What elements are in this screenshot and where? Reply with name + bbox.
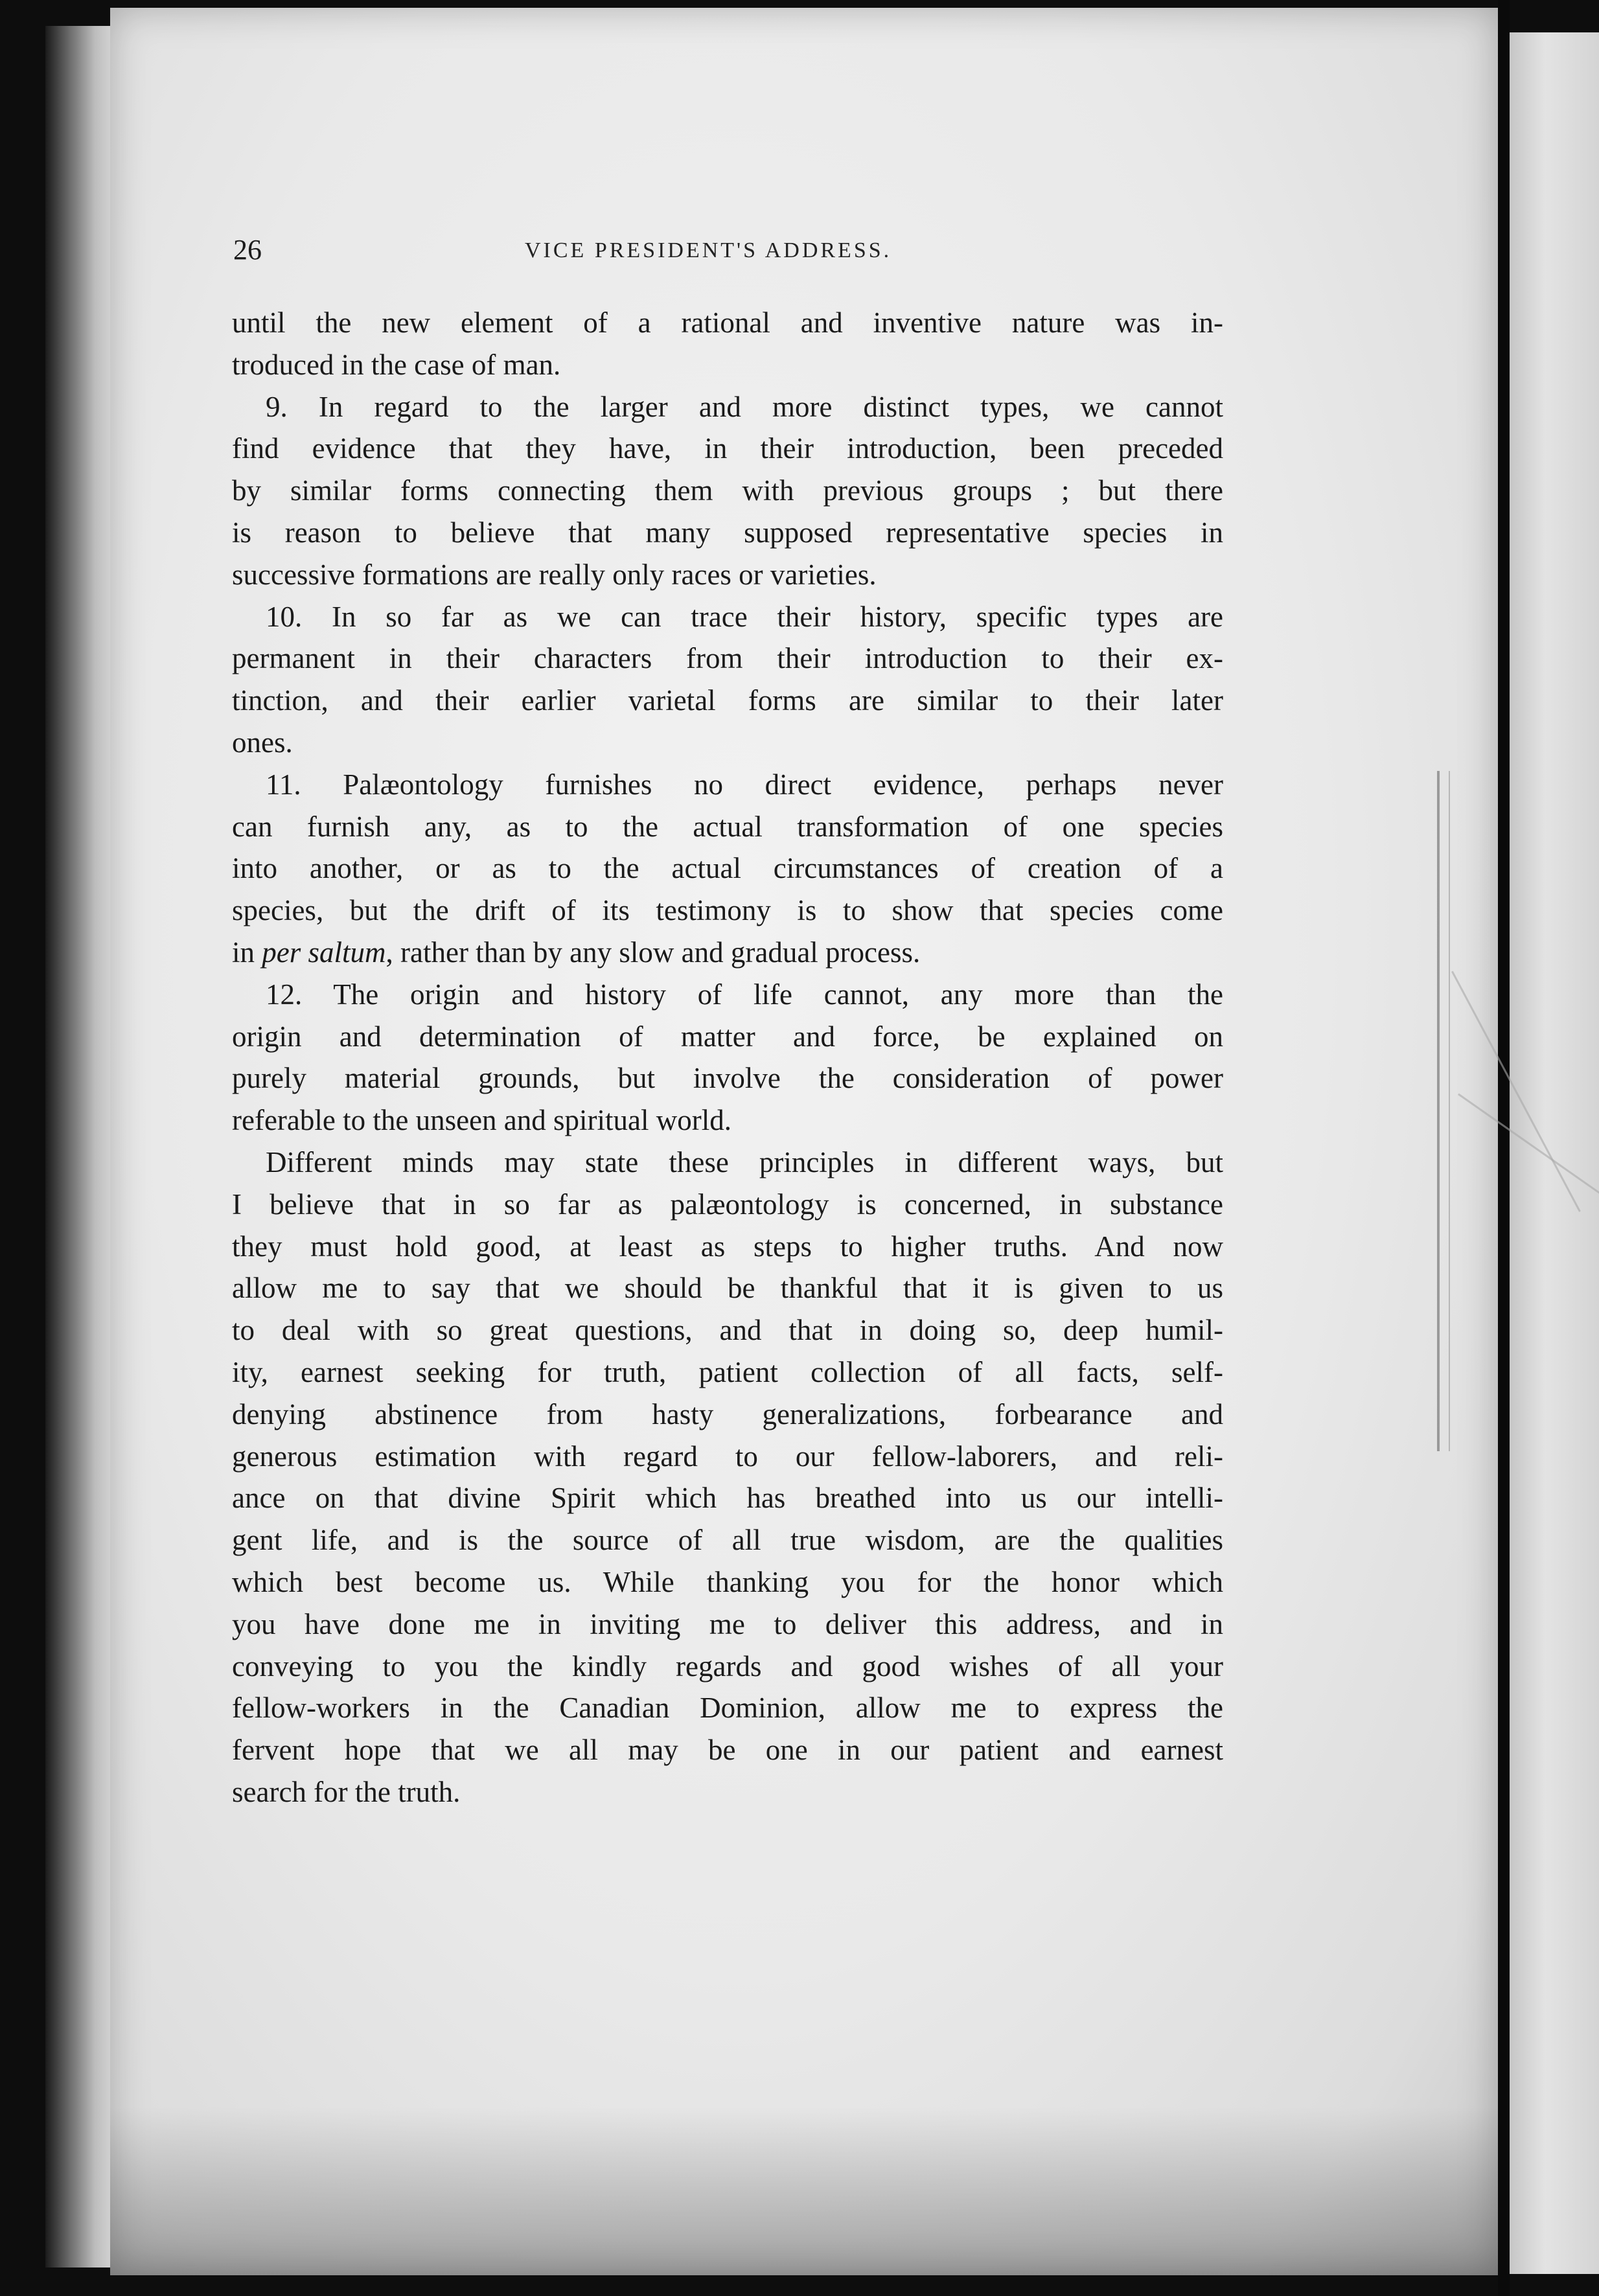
text-line: troduced in the case of man. bbox=[232, 348, 561, 381]
text-line: tinction, and their earlier varietal forms are similar to their later bbox=[232, 684, 1223, 717]
text-line: gent life, and is the source of all true wisdom, are the qualities bbox=[232, 1524, 1223, 1557]
text-line: you have done me in inviting me to deliver this address, and in bbox=[232, 1607, 1223, 1640]
text-line: purely material grounds, but involve the consideration of power bbox=[232, 1062, 1223, 1095]
facing-page-edge bbox=[1510, 32, 1599, 2274]
text-line: ity, earnest seeking for truth, patient collection of all facts, self- bbox=[232, 1355, 1223, 1388]
text-line: Different minds may state these principles in different ways, but bbox=[266, 1145, 1223, 1178]
text-line: referable to the unseen and spiritual world. bbox=[232, 1104, 731, 1137]
text-line: 11. Palæontology furnishes no direct evidence, perhaps never bbox=[266, 768, 1223, 801]
text-line: I believe that in so far as palæontology is concerned, in substance bbox=[232, 1188, 1223, 1221]
text-line: until the new element of a rational and inventive nature was in- bbox=[232, 306, 1223, 339]
text-line: 12. The origin and history of life cannot, any more than the bbox=[266, 978, 1223, 1011]
text-line: successive formations are really only races or varieties. bbox=[232, 558, 877, 591]
text-line: ance on that divine Spirit which has breathed into us our intelli- bbox=[232, 1482, 1223, 1515]
text-line: search for the truth. bbox=[232, 1775, 461, 1808]
text-line: denying abstinence from hasty generalizations, forbearance and bbox=[232, 1397, 1223, 1430]
binding-thread bbox=[1437, 771, 1450, 1451]
text-line: which best become us. While thanking you for the honor which bbox=[232, 1565, 1223, 1598]
binding-edge bbox=[45, 26, 117, 2267]
text-line: permanent in their characters from their introduction to their ex- bbox=[232, 642, 1223, 675]
text-line: they must hold good, at least as steps to higher truths. And now bbox=[232, 1230, 1223, 1263]
text-line: into another, or as to the actual circumstances of creation of a bbox=[232, 852, 1223, 885]
text-line: allow me to say that we should be thankful that it is given to us bbox=[232, 1272, 1223, 1305]
page-number: 26 bbox=[233, 234, 262, 266]
text-line: can furnish any, as to the actual transformation of one species bbox=[232, 810, 1223, 843]
text-line: by similar forms connecting them with previous groups ; but there bbox=[232, 474, 1223, 507]
text-line: fervent hope that we all may be one in our patient and earnest bbox=[232, 1734, 1223, 1767]
text-line: species, but the drift of its testimony is to show that species come bbox=[232, 894, 1223, 927]
text-line: 9. In regard to the larger and more distinct types, we cannot bbox=[266, 390, 1223, 423]
text-line: is reason to believe that many supposed representative species in bbox=[232, 516, 1223, 549]
running-head: VICE PRESIDENT'S ADDRESS. bbox=[525, 238, 892, 262]
text-line: origin and determination of matter and force, be explained on bbox=[232, 1020, 1223, 1053]
text-line-italic: in per saltum, rather than by any slow and gradual process. bbox=[232, 936, 921, 969]
text-line: generous estimation with regard to our fellow-laborers, and reli- bbox=[232, 1440, 1223, 1473]
text-line: 10. In so far as we can trace their history, specific types are bbox=[266, 600, 1223, 633]
text-line: ones. bbox=[232, 726, 293, 759]
text-line: conveying to you the kindly regards and good wishes of all your bbox=[232, 1649, 1223, 1682]
text-line: find evidence that they have, in their introduction, been preceded bbox=[232, 432, 1223, 465]
body-text bbox=[232, 302, 1223, 1813]
text-line: to deal with so great questions, and that in doing so, deep humil- bbox=[232, 1314, 1223, 1347]
italic-phrase: per saltum bbox=[262, 936, 386, 969]
text-line: fellow-workers in the Canadian Dominion, allow me to express the bbox=[232, 1692, 1223, 1725]
page-gutter bbox=[1498, 0, 1510, 2296]
